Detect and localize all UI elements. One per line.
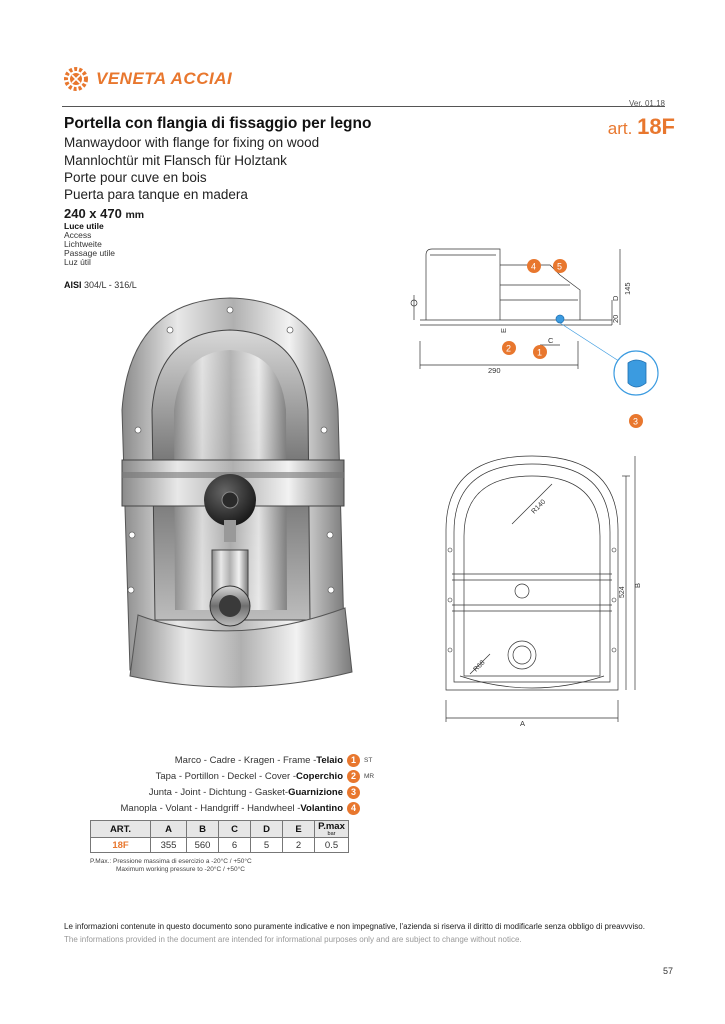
gear-logo-icon xyxy=(62,65,90,93)
component-legend xyxy=(40,752,375,816)
title-spanish: Puerta para tanque en madera xyxy=(64,187,248,202)
dim-r68: R68 xyxy=(472,659,487,674)
footer-disclaimer-it: Le informazioni contenute in questo documento sono puramente indicative e non impegnative, l'azienda si riserva il diritto di modificarle senza obbligo di preavvviso. xyxy=(64,922,645,931)
col-b: B xyxy=(187,821,219,838)
legend-item-gasket: Junta - Joint - Dichtung - Gasket- Guarnizione 3 xyxy=(40,784,360,800)
dim-145: 145 xyxy=(623,282,632,295)
brand-logo xyxy=(62,62,232,96)
side-view-drawing xyxy=(400,245,670,435)
gasket-detail xyxy=(614,351,658,428)
callout-5 xyxy=(553,259,567,273)
col-a: A xyxy=(151,821,187,838)
article-code xyxy=(608,114,675,140)
pmax-note: P.Max.: Pressione massima di esercizio a -20°C / +50°C Maximum working pressure to -20°C / +50°C xyxy=(90,858,252,873)
col-d: D xyxy=(251,821,283,838)
aisi-value: 304/L - 316/L xyxy=(84,280,137,290)
access-size xyxy=(64,206,144,221)
svg-text:2: 2 xyxy=(506,343,512,354)
dim-d: D xyxy=(611,295,620,301)
front-view-drawing xyxy=(430,450,650,740)
spec-table xyxy=(90,820,349,853)
col-c: C xyxy=(219,821,251,838)
svg-text:4: 4 xyxy=(531,261,537,272)
product-photo xyxy=(100,290,360,700)
dim-a: A xyxy=(520,719,526,728)
brand-name: VENETA ACCIAI xyxy=(96,69,233,88)
footer-disclaimer-en: The informations provided in the document are intended for informational purposes only and are subject to change without notice. xyxy=(64,935,522,944)
title-french: Porte pour cuve en bois xyxy=(64,170,207,185)
legend-item-frame: Marco - Cadre - Kragen - Frame - Telaio 1 ST xyxy=(174,754,373,766)
article-number: 18F xyxy=(637,114,675,139)
dim-e: E xyxy=(499,327,508,333)
access-label-es: Luz útil xyxy=(64,257,91,267)
access-label-it: Luce utile xyxy=(64,221,104,231)
callout-2 xyxy=(502,341,516,355)
dim-20: 20 xyxy=(611,314,620,323)
title-italian: Portella con flangia di fissaggio per legno xyxy=(64,115,372,132)
version-label: Ver. 01.18 xyxy=(628,99,665,108)
callout-4 xyxy=(527,259,541,273)
title-english: Manwaydoor with flange for fixing on wood xyxy=(64,135,320,150)
col-pmax: P.max bar xyxy=(315,821,349,838)
table-row: 18F 355 560 6 5 2 0.5 xyxy=(91,838,349,853)
size-unit: mm xyxy=(125,209,145,221)
svg-text:3: 3 xyxy=(633,416,639,427)
front-bolt-holes xyxy=(448,548,616,652)
header-rule xyxy=(62,106,665,107)
aisi-grade xyxy=(64,280,137,290)
svg-text:5: 5 xyxy=(557,261,563,272)
legend-item-cover: Tapa - Portillon - Deckel - Cover - Coperchio 2 MR xyxy=(155,770,375,782)
svg-text:1: 1 xyxy=(537,347,543,358)
callout-1 xyxy=(533,345,547,359)
title-german: Mannlochtür mit Flansch für Holztank xyxy=(64,153,287,168)
access-label-fr: Passage utile xyxy=(64,248,116,258)
dim-c: C xyxy=(548,336,554,345)
col-e: E xyxy=(283,821,315,838)
access-labels xyxy=(64,222,115,267)
col-art: ART. xyxy=(91,821,151,838)
article-prefix: art. xyxy=(607,119,633,138)
access-label-en: Access xyxy=(64,230,92,240)
access-label-de: Lichtweite xyxy=(64,239,102,249)
legend-item-handwheel: Manopla - Volant - Handgriff - Handwheel - Volantino 4 xyxy=(40,800,360,816)
dim-b: B xyxy=(633,582,642,588)
size-value: 240 x 470 xyxy=(64,206,122,221)
dim-290: 290 xyxy=(488,366,501,375)
aisi-label: AISI xyxy=(64,280,82,290)
dim-r140: R140 xyxy=(530,498,548,516)
dim-524: 524 xyxy=(619,586,626,598)
page-number: 57 xyxy=(662,966,673,976)
